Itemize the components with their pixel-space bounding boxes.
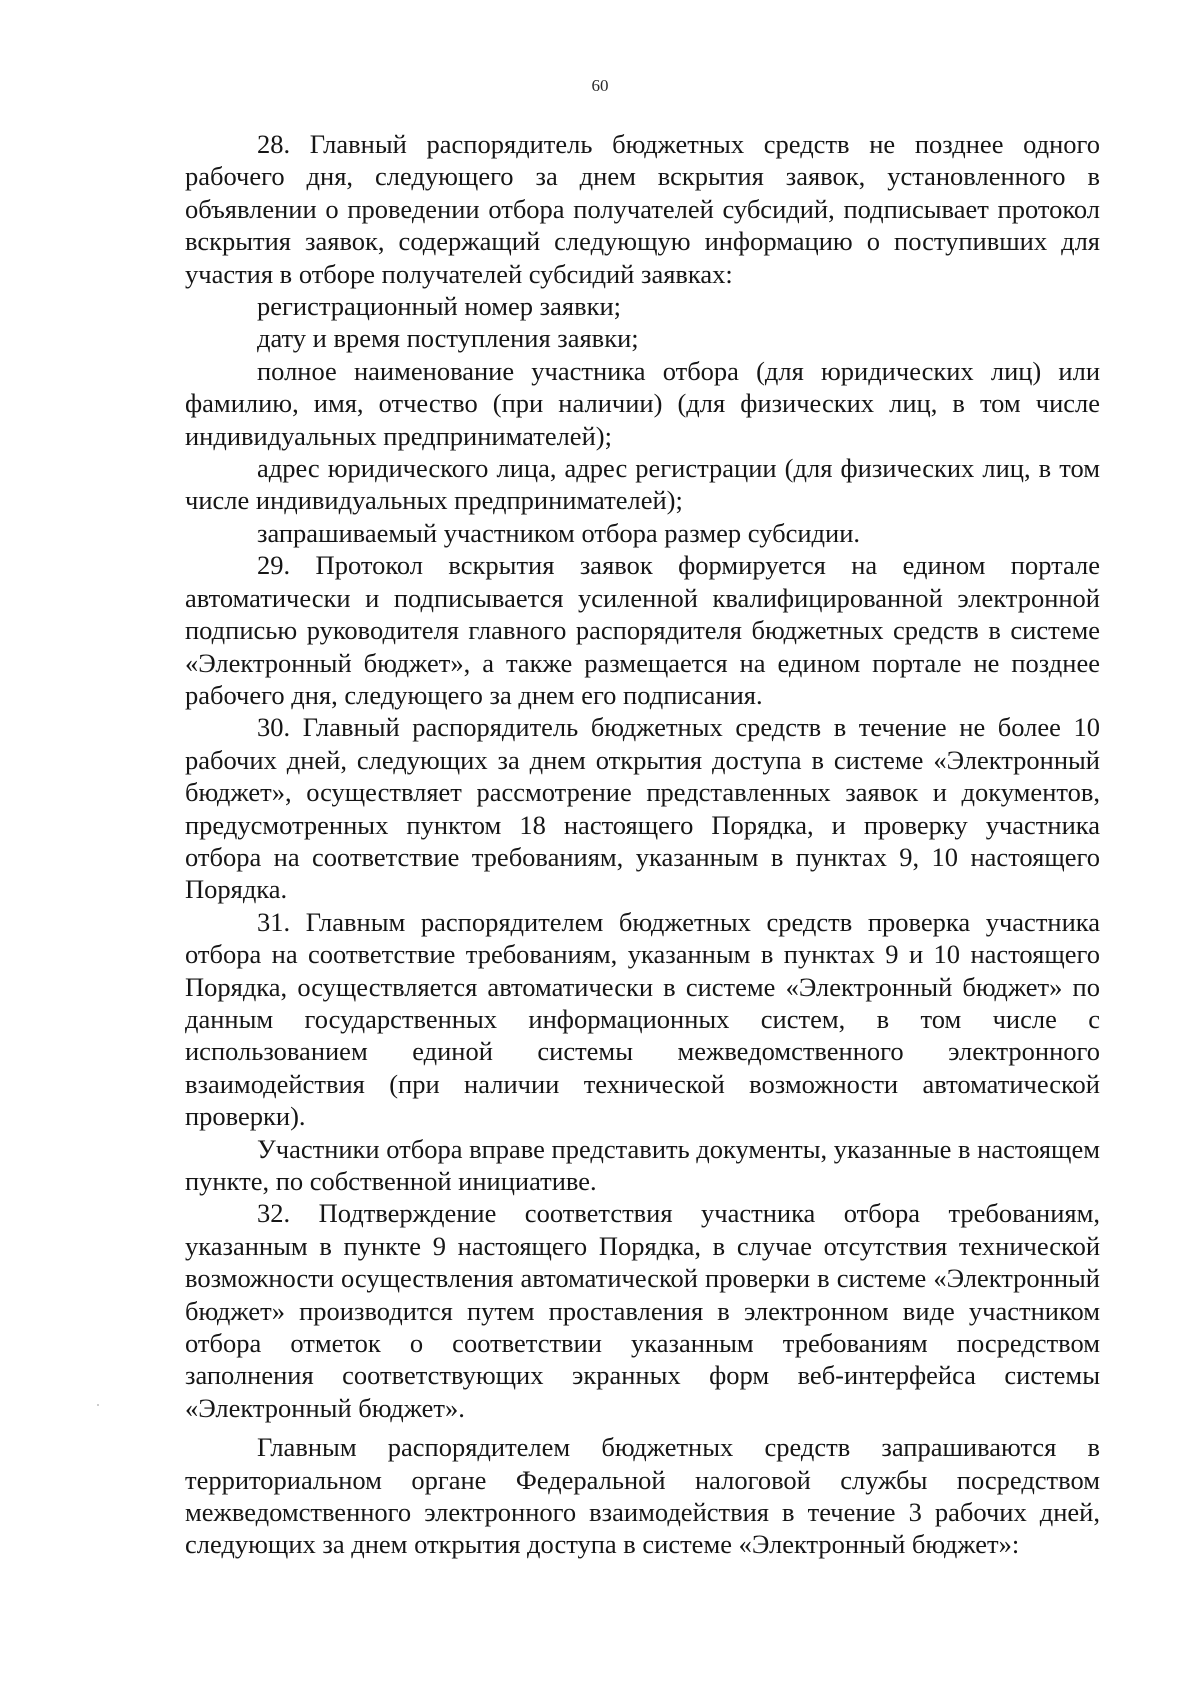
- paragraph-29: 29. Протокол вскрытия заявок формируется на едином портале автоматически и подписывается усиленной квалифицированной электронной подписью руководителя главного распорядителя бюджетных средств в системе «Электронный бюджет», а также размещается на едином портале не позднее рабочего дня, следующего за днем его подписания.: [185, 550, 1100, 710]
- paragraph-31-note: Участники отбора вправе представить документы, указанные в настоящем пункте, по собственной инициативе.: [185, 1133, 1100, 1196]
- list-item-address: адрес юридического лица, адрес регистрации (для физических лиц, в том числе индивидуальных предпринимателей);: [185, 453, 1100, 516]
- document-body: [185, 128, 1100, 1561]
- paragraph-31: 31. Главным распорядителем бюджетных средств проверка участника отбора на соответствие требованиям, указанным в пунктах 9 и 10 настоящего Порядка, осуществляется автоматически в системе «Электронный бюджет» по данным государственных информационных систем, в том числе с использованием единой системы межведомственного электронного взаимодействия (при наличии технической возможности автоматической проверки).: [185, 906, 1100, 1132]
- scan-artifact: [97, 1404, 99, 1406]
- list-item-date-time: дату и время поступления заявки;: [257, 323, 639, 354]
- list-item-subsidy-amount: запрашиваемый участником отбора размер субсидии.: [257, 517, 861, 548]
- page-number: 60: [591, 76, 609, 95]
- paragraph-30: 30. Главный распорядитель бюджетных средств в течение не более 10 рабочих дней, следующих за днем открытия доступа в системе «Электронный бюджет», осуществляет рассмотрение представленных заявок и документов, предусмотренных пунктом 18 настоящего Порядка, и проверку участника отбора на соответствие требованиям, указанным в пунктах 9, 10 настоящего Порядка.: [185, 712, 1100, 905]
- paragraph-32-request: Главным распорядителем бюджетных средств запрашиваются в территориальном органе Федеральной налоговой службы посредством межведомственного электронного взаимодействия в течение 3 рабочих дней, следующих за днем открытия доступа в системе «Электронный бюджет»:: [185, 1432, 1100, 1560]
- paragraph-28: 28. Главный распорядитель бюджетных средств не позднее одного рабочего дня, следующего за днем вскрытия заявок, установленного в объявлении о проведении отбора получателей субсидий, подписывает протокол вскрытия заявок, содержащий следующую информацию о поступивших для участия в отборе получателей субсидий заявках:: [185, 129, 1100, 289]
- paragraph-32: 32. Подтверждение соответствия участника отбора требованиям, указанным в пункте 9 настоящего Порядка, в случае отсутствия технической возможности осуществления автоматической проверки в системе «Электронный бюджет» производится путем проставления в электронном виде участником отбора отметок о соответствии указанным требованиям посредством заполнения соответствующих экранных форм веб-интерфейса системы «Электронный бюджет».: [185, 1198, 1100, 1423]
- list-item-full-name: полное наименование участника отбора (для юридических лиц) или фамилию, имя, отчество (при наличии) (для физических лиц, в том числе индивидуальных предпринимателей);: [185, 355, 1100, 451]
- list-item-registration-number: регистрационный номер заявки;: [257, 291, 622, 322]
